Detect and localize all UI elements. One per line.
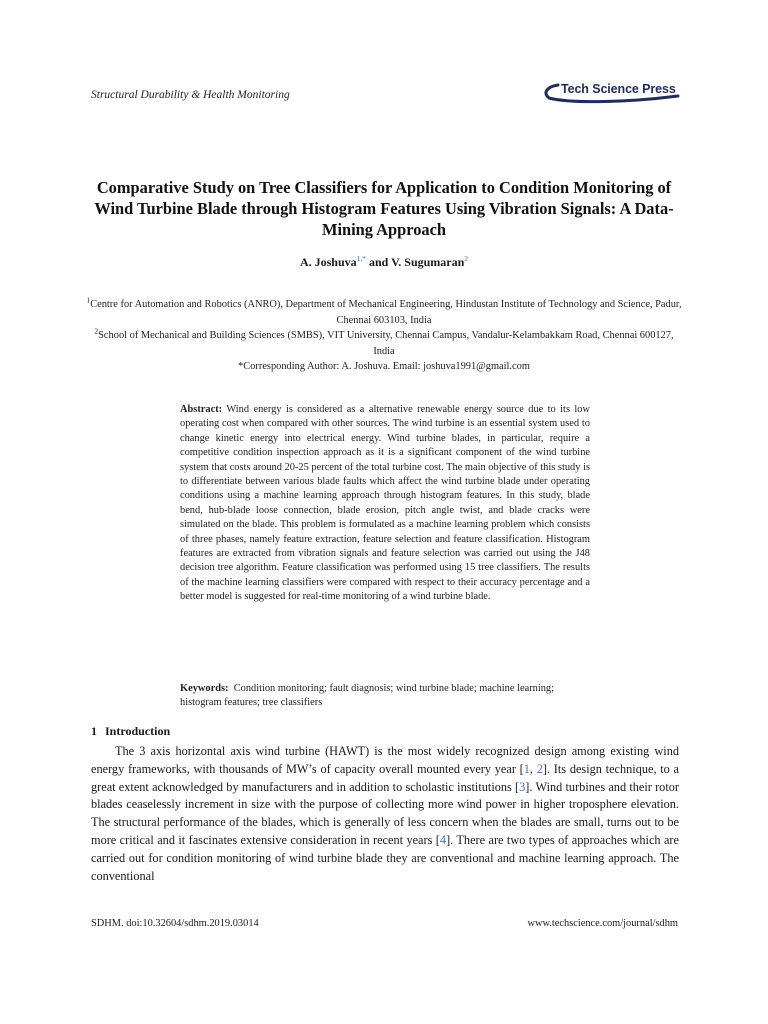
citation-link[interactable]: 4	[439, 832, 447, 847]
paragraph-text: ]. Its design technique, to a great extent acknowledged by manufacturers and in addition to scholastic institutions [	[91, 761, 680, 794]
affiliation-text: Centre for Automation and Robotics (ANRO), Department of Mechanical Engineering, Hindustan Institute of Technology and Science, Padur, Chennai 603103, India	[90, 299, 682, 326]
author-affiliation-mark[interactable]: 1,*	[356, 254, 366, 263]
citation-link[interactable]: 1	[523, 761, 530, 776]
author-line	[0, 255, 768, 270]
citation-link[interactable]: 3	[519, 779, 526, 794]
footer-url[interactable]: www.techscience.com/journal/sdhm	[527, 918, 678, 929]
abstract-label: Abstract:	[180, 404, 223, 415]
citation-link[interactable]: 2	[536, 761, 543, 776]
paragraph-text: ]. There are two types of approaches which are carried out for condition monitoring of wind turbine blade they are conventional and machine learning approach. The conventional	[91, 832, 679, 883]
author-name: A. Joshuva	[299, 255, 357, 269]
affiliation-mark: 1	[86, 295, 91, 305]
abstract-text: Wind energy is considered as a alternative renewable energy source due to its low operating cost when compared with other sources. The wind turbine is an essential system used to change kinetic energy into electrical energy. Wind turbine blades, in particular, require a competitive condition inspection approach as it is a significant component of the wind turbine system that costs around 20-25 percent of the total turbine cost. The main objective of this study is to differentiate between various blade faults which affect the wind turbine blade under operating conditions using a machine learning approach through histogram features. In this study, blade bend, hub-blade loose connection, blade erosion, pitch angle twist, and blade cracks were simulated on the blade. This problem is formulated as a machine learning problem which consists of three phases, namely feature extraction, feature selection and feature classification. Histogram features are extracted from vibration signals and feature selection was carried out using the J48 decision tree algorithm. Feature classification was performed using 15 tree classifiers. The results of the machine learning classifiers were compared with respect to their accuracy percentage and a better model is suggested for real-time monitoring of a wind turbine blade.	[180, 404, 590, 603]
paragraph-text: ,	[529, 761, 537, 776]
affiliation-mark: 2	[94, 326, 99, 336]
author-name: V. Sugumaran	[391, 255, 465, 269]
section-heading	[91, 724, 170, 739]
keywords-text: Condition monitoring; fault diagnosis; wind turbine blade; machine learning; histogram features; tree classifiers	[180, 683, 555, 709]
author-affiliation-mark[interactable]: 2	[464, 254, 469, 263]
section-title: Introduction	[105, 724, 171, 738]
affiliation	[86, 328, 682, 359]
affiliation	[86, 297, 682, 328]
keywords	[180, 682, 590, 711]
journal-name: Structural Durability & Health Monitoring	[91, 89, 290, 101]
section-number: 1	[91, 724, 97, 738]
affiliations	[86, 297, 682, 375]
publisher-logo-text: Tech Science Press	[561, 82, 676, 96]
introduction-paragraph	[91, 743, 679, 885]
publisher-logo[interactable]	[542, 80, 682, 104]
keywords-label: Keywords:	[180, 683, 229, 694]
paragraph-text: The 3 axis horizontal axis wind turbine (HAWT) is the most widely recognized design among existing wind energy frameworks, with thousands of MW’s of capacity overall mounted every year [	[91, 744, 679, 776]
footer-doi[interactable]: SDHM. doi:10.32604/sdhm.2019.03014	[91, 918, 259, 929]
affiliation-text: School of Mechanical and Building Sciences (SMBS), VIT University, Chennai Campus, Vandalur-Kelambakkam Road, Chennai 600127, India	[98, 330, 674, 357]
paper-title: Comparative Study on Tree Classifiers for Application to Condition Monitoring of Wind Turbine Blade through Histogram Features Using Vibration Signals: A Data-Mining Approach	[94, 178, 674, 239]
author-separator: and	[369, 255, 389, 269]
paragraph-text: ]. Wind turbines and their rotor blades ceaselessly increment in size with the purpose of collecting more wind power in higher troposphere elevation. The structural performance of the blades, which is generally of less concern when the blades are small, turns out to be more critical and it fascinates extensive consideration in recent years [	[91, 779, 679, 847]
corresponding-author: *Corresponding Author: A. Joshuva. Email: joshuva1991@gmail.com	[238, 361, 530, 372]
abstract	[180, 403, 590, 605]
